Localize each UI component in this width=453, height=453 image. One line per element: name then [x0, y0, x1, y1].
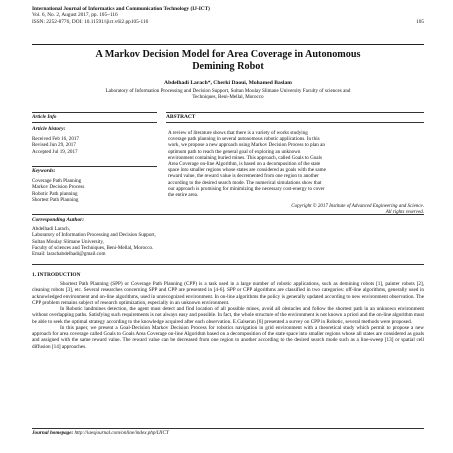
footer-rule	[32, 428, 424, 429]
keywords-rule	[32, 166, 157, 167]
abstract-top-rule	[166, 112, 424, 113]
title-line-2: Demining Robot	[192, 61, 264, 72]
article-info-heading: Article Info	[32, 114, 57, 120]
abstract-heading: ABSTRACT	[166, 114, 196, 120]
intro-paragraph: In this paper, we present a Goal-Decision Markov Decision Process for robotics navigation in grid environment with a theoretical study which permit to propose a new approach for area coverage called Goals to Goals Area Coverage on-line Algorithm based on a decomposition of the state space into smaller regions whose all states are considered as goals and assigned with the same reward value. The reward value can be decreased from one region to another according to the desired search mode such as a line-sweep [13] or spatial cell diffusion [14] approaches.	[32, 324, 424, 350]
journal-header	[32, 6, 424, 25]
copyright-line-2: All rights reserved.	[385, 210, 424, 216]
abstract-line: A review of literature shows that there is a variety of works studying	[168, 130, 308, 136]
corresponding-rule	[32, 214, 424, 215]
journal-footer	[32, 430, 424, 436]
info-top-rule	[32, 112, 157, 113]
keyword-item: Shortest Path Planning	[32, 196, 79, 203]
abstract-line: optimum path to reach the general goal of exploring an unknown	[168, 148, 301, 155]
journal-volume: Vol. 6, No. 2, August 2017, pp. 105~116	[32, 12, 118, 19]
paper-title	[32, 49, 424, 73]
corresponding-email: Email: larachabdelhadi@gmail.com	[32, 251, 106, 258]
abstract-line: space into smaller regions whose states are considered as goals with the same	[168, 167, 326, 174]
corresponding-bottom-rule	[32, 264, 424, 265]
abstract-line: coverage path planning in several autonomous robotic applications. In this	[168, 136, 320, 143]
abstract-line: the entire area.	[168, 192, 199, 199]
intro-paragraph: Shortest Path Planning (SPP) or Coverage Path Planning (CPP) is a task used in a large number of robotic applications, such as demining robots [1], painter robots [2], cleaning robots [3], etc. Several researches concerning SPP and CPP are presented in [4-6]. SPP or CPP algorithms are classified in two categories: off-line algorithms, generally used in acknowledged environment and on-line algorithms, used in unrecognized environment. In on-line algorithms the policy is generally updated according to new environment observation. The CPP problem remains subject of research optimization, especially in an unknown environment.	[32, 281, 424, 306]
author-list: Abdelhadi Larach*, Cherki Daoui, Mohamed Baslam	[164, 80, 292, 86]
corresponding-line: Abdelhadi Larach,	[32, 226, 70, 233]
affiliation	[60, 88, 396, 100]
corresponding-line: Faculty of sciences and Techniques, Beni-Mellal, Morocco.	[32, 244, 154, 251]
abstract-line: according to the desired search mode. The numerical simulations show that	[168, 179, 322, 186]
introduction-heading: 1. INTRODUCTION	[32, 272, 81, 278]
header-rule	[32, 44, 424, 45]
revised-date: Revised Jun 29, 2017	[32, 142, 76, 149]
info-head-rule	[32, 122, 157, 123]
page-number: 105	[416, 18, 424, 25]
homepage-label: Journal homepage:	[32, 430, 74, 436]
abstract-line: environment containing buried mines. This approach, called Goals to Goals	[168, 154, 322, 161]
keywords-heading: Keywords:	[32, 168, 56, 174]
corresponding-author	[32, 217, 282, 257]
journal-name: International Journal of Informatics and Communication Technology (IJ-ICT)	[32, 6, 210, 12]
corresponding-line: Laboratory of Information Processing and Decision Support,	[32, 232, 156, 239]
keyword-item: Markov Decision Process	[32, 184, 85, 191]
affiliation-line-2: Techniques, Beni-Mellal, Morocco	[192, 94, 264, 101]
article-history	[32, 126, 157, 155]
affiliation-line-1: Laboratory of Information Processing and Decision Support, Sultan Moulay Slimane University Faculty of sciences and	[105, 88, 351, 94]
received-date: Received Feb 16, 2017	[32, 136, 79, 143]
keyword-item: Robotic Path planning	[32, 190, 78, 197]
title-line-1: A Markov Decision Model for Area Coverage in Autonomous	[95, 49, 361, 60]
abstract-body	[166, 126, 424, 198]
copyright-line-1: Copyright © 2017 Institute of Advanced Engineering and Science.	[291, 204, 424, 209]
homepage-link[interactable]: http://iaesjournal.com/online/index.php/IJICT	[74, 430, 169, 436]
history-heading: Article history:	[32, 126, 66, 132]
corresponding-heading: Corresponding Author:	[32, 217, 85, 223]
corresponding-line: Sultan Moulay Slimane University,	[32, 238, 104, 245]
accepted-date: Accepted Jul 19, 2017	[32, 148, 78, 155]
abstract-line: our approach is promising for minimizing the necessary cost-energy to cover	[168, 185, 325, 192]
abstract-line: work, we propose a new approach using Markov Decision Process to plan an	[168, 142, 325, 149]
intro-paragraph: In Robotic landmines detection, the agent must detect and find location of all possible mines, avoid all obstacles and follow the shortest path in an unknown environment without overlapping paths. Satisfying such requirements is not always easy and possible. In fact, the whole structure of the environment is not known a priori and the on-line algorithm must be able to seek the optimal strategy according to the knowledge acquired after each observation. E.Galseran [6] presented a survey on CPP in Robotic, several methods were proposed.	[32, 306, 424, 325]
keyword-item: Coverage Path Planning	[32, 178, 82, 185]
abstract-head-rule	[166, 122, 424, 123]
journal-issn: ISSN: 2252-8776, DOI: 10.11591/ijict.v6i2.pp105-116	[32, 18, 149, 25]
abstract-line: reward value, the reward value is decremented from one region to another	[168, 173, 319, 180]
introduction-body	[32, 281, 424, 350]
abstract-line: Area Coverage on-line Algorithm, is based on a decomposition of the state	[168, 161, 321, 168]
keywords-block	[32, 168, 157, 203]
